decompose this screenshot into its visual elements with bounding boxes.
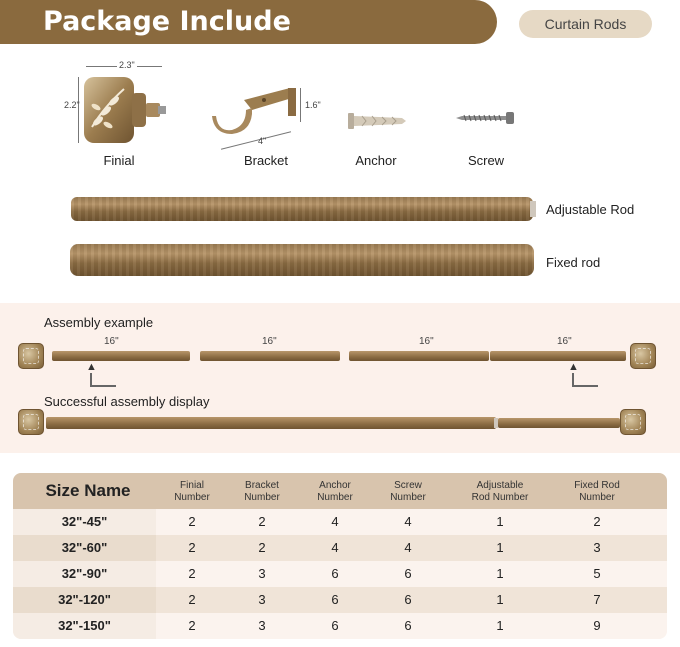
header-anchor-line2: Number bbox=[317, 492, 353, 503]
assembled-rod-left bbox=[46, 417, 496, 429]
adjustable-rod-label: Adjustable Rod bbox=[546, 202, 635, 217]
header-adjustable-line1: Adjustable bbox=[476, 480, 524, 491]
bracket-height-dim: 1.6" bbox=[305, 100, 321, 110]
bracket-height-line bbox=[300, 88, 301, 122]
row-size: 32"-120" bbox=[13, 587, 156, 613]
header-adjustable-line2: Rod Number bbox=[471, 492, 529, 503]
row-bracket: 3 bbox=[258, 618, 266, 633]
header-screw-line1: Screw bbox=[394, 480, 422, 491]
header-bracket-line2: Number bbox=[244, 492, 280, 503]
row-fixed: 2 bbox=[593, 514, 601, 529]
bracket-width-dim: 4" bbox=[258, 136, 267, 146]
row-bracket: 3 bbox=[258, 566, 266, 581]
segment-3-length: 16" bbox=[419, 336, 434, 347]
bracket-right-icon bbox=[572, 373, 598, 387]
size-table bbox=[13, 473, 667, 643]
row-size: 32"-90" bbox=[13, 561, 156, 587]
row-anchor: 6 bbox=[331, 566, 339, 581]
row-finial: 2 bbox=[188, 566, 196, 581]
row-bracket: 2 bbox=[258, 540, 266, 555]
bracket-image bbox=[212, 86, 298, 136]
row-fixed: 3 bbox=[593, 540, 601, 555]
anchor-image bbox=[348, 112, 408, 130]
row-adjustable: 1 bbox=[496, 540, 504, 555]
table-row bbox=[13, 535, 667, 561]
row-finial: 2 bbox=[188, 618, 196, 633]
adjustable-rod-image bbox=[71, 197, 533, 221]
segment-1-length: 16" bbox=[104, 336, 119, 347]
header-anchor bbox=[303, 480, 367, 504]
fixed-rod-label: Fixed rod bbox=[546, 255, 601, 270]
row-size: 32"-60" bbox=[13, 535, 156, 561]
assembled-rod-right bbox=[498, 418, 620, 428]
table-header bbox=[13, 473, 667, 509]
assembly-section bbox=[0, 303, 680, 453]
finial-left-icon bbox=[18, 409, 44, 435]
screw-image bbox=[456, 111, 518, 125]
header-finial-line2: Number bbox=[174, 492, 210, 503]
fixed-rod-image bbox=[70, 244, 534, 276]
anchor-label: Anchor bbox=[355, 153, 397, 168]
table-row bbox=[13, 509, 667, 535]
bracket-left-icon bbox=[90, 373, 116, 387]
table-row bbox=[13, 561, 667, 587]
segment-3 bbox=[349, 351, 489, 361]
row-fixed: 7 bbox=[593, 592, 601, 607]
adjustable-rod-end bbox=[530, 201, 536, 217]
row-bracket: 2 bbox=[258, 514, 266, 529]
header-screw bbox=[377, 480, 439, 504]
row-adjustable: 1 bbox=[496, 514, 504, 529]
row-screw: 6 bbox=[404, 566, 412, 581]
category-tag: Curtain Rods bbox=[519, 10, 652, 38]
screw-label: Screw bbox=[467, 153, 505, 168]
header-fixed-line2: Number bbox=[579, 492, 615, 503]
row-anchor: 6 bbox=[331, 592, 339, 607]
page-title: Package Include bbox=[43, 6, 291, 37]
row-anchor: 4 bbox=[331, 514, 339, 529]
row-anchor: 4 bbox=[331, 540, 339, 555]
finial-left-icon bbox=[18, 343, 44, 369]
row-finial: 2 bbox=[188, 540, 196, 555]
assembly-example-title: Assembly example bbox=[44, 315, 154, 330]
header-finial bbox=[163, 480, 221, 504]
table-row bbox=[13, 587, 667, 613]
finial-height-line bbox=[78, 77, 79, 143]
header-fixed-line1: Fixed Rod bbox=[574, 480, 620, 491]
row-size: 32"-150" bbox=[13, 613, 156, 639]
row-screw: 4 bbox=[404, 514, 412, 529]
row-adjustable: 1 bbox=[496, 618, 504, 633]
row-screw: 6 bbox=[404, 618, 412, 633]
finial-label: Finial bbox=[103, 153, 135, 168]
finial-right-icon bbox=[620, 409, 646, 435]
segment-4 bbox=[490, 351, 626, 361]
header-bracket-line1: Bracket bbox=[245, 480, 279, 491]
row-finial: 2 bbox=[188, 514, 196, 529]
segment-4-length: 16" bbox=[557, 336, 572, 347]
row-fixed: 9 bbox=[593, 618, 601, 633]
row-screw: 4 bbox=[404, 540, 412, 555]
row-bracket: 3 bbox=[258, 592, 266, 607]
arrow-up-icon: ▲ bbox=[568, 361, 579, 373]
finial-height-dim: 2.2" bbox=[64, 100, 80, 110]
table-row bbox=[13, 613, 667, 639]
row-anchor: 6 bbox=[331, 618, 339, 633]
bracket-label: Bracket bbox=[243, 153, 289, 168]
segment-1 bbox=[52, 351, 190, 361]
segment-2-length: 16" bbox=[262, 336, 277, 347]
header-fixed bbox=[561, 480, 633, 504]
row-adjustable: 1 bbox=[496, 592, 504, 607]
finial-image bbox=[84, 77, 166, 143]
row-adjustable: 1 bbox=[496, 566, 504, 581]
row-size: 32"-45" bbox=[13, 509, 156, 535]
header-finial-line1: Finial bbox=[180, 480, 204, 491]
header-screw-line2: Number bbox=[390, 492, 426, 503]
header-size-name: Size Name bbox=[45, 481, 131, 500]
row-fixed: 5 bbox=[593, 566, 601, 581]
row-finial: 2 bbox=[188, 592, 196, 607]
row-screw: 6 bbox=[404, 592, 412, 607]
header-anchor-line1: Anchor bbox=[319, 480, 351, 491]
success-assembly-title: Successful assembly display bbox=[44, 394, 210, 409]
finial-width-dim: 2.3" bbox=[119, 60, 135, 70]
finial-right-icon bbox=[630, 343, 656, 369]
arrow-up-icon: ▲ bbox=[86, 361, 97, 373]
header-bracket bbox=[231, 480, 293, 504]
header-adjustable bbox=[459, 480, 541, 504]
header-banner bbox=[0, 0, 497, 44]
segment-2 bbox=[200, 351, 340, 361]
